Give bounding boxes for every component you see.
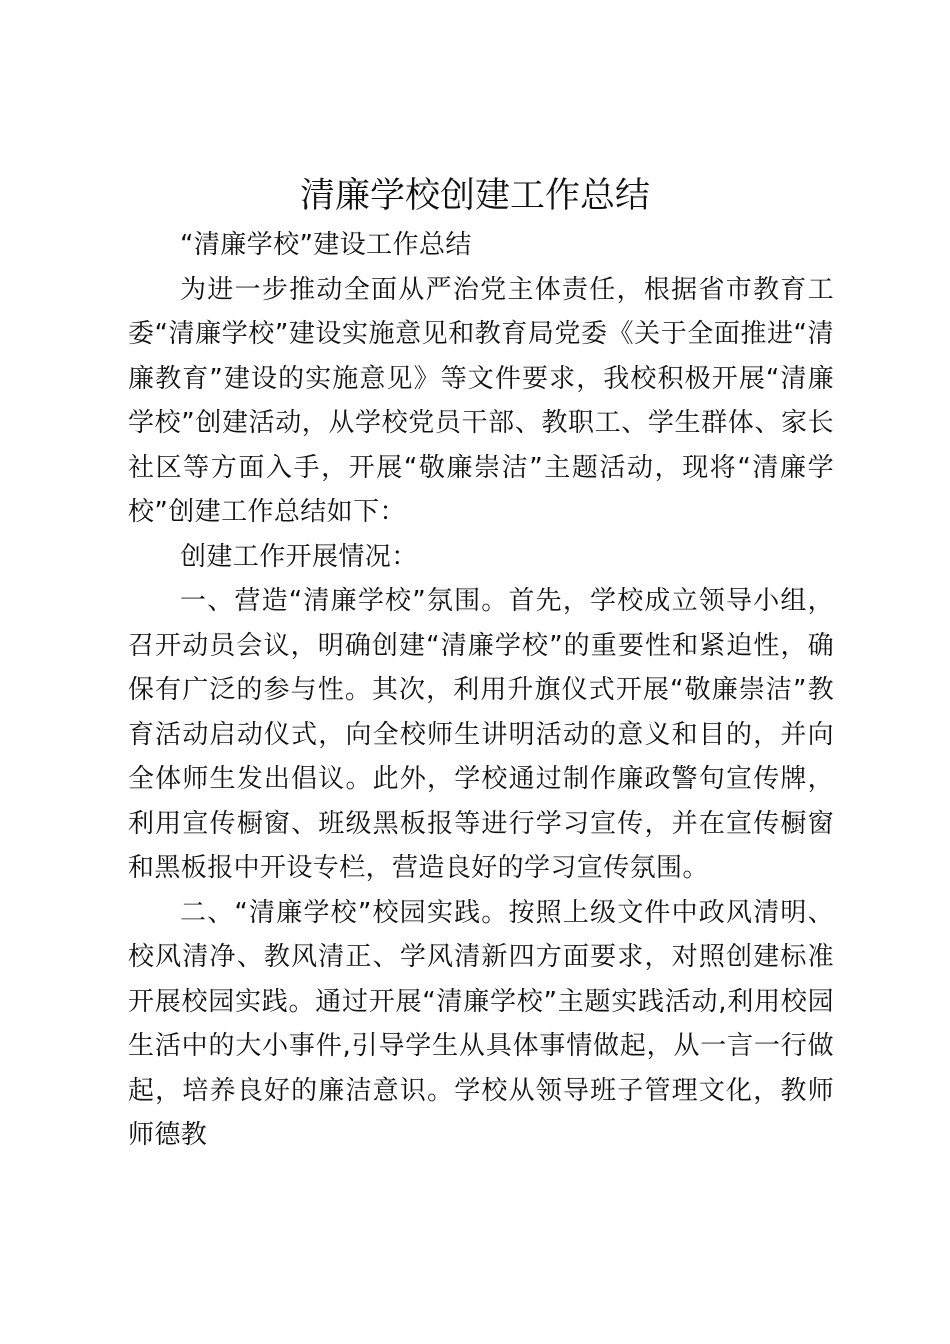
paragraph-subtitle: “清廉学校”建设工作总结 xyxy=(180,230,472,260)
paragraph-item-one: 一、营造“清廉学校”氛围。首先，学校成立领导小组，召开动员会议，明确创建“清廉学校”的重要性和紧迫性，确保有广泛的参与性。其次，利用升旗仪式开展“敬廉崇洁”教育活动启动仪式，向全校师生讲明活动的意义和目的，并向全体师生发出倡议。此外，学校通过制作廉政警句宣传牌，利用宣传橱窗、班级黑板报等进行学习宣传，并在宣传橱窗和黑板报中开设专栏，营造良好的学习宣传氛围。 xyxy=(128,586,834,883)
paragraph-intro: 为进一步推动全面从严治党主体责任，根据省市教育工委“清廉学校”建设实施意见和教育局党委《关于全面推进“清廉教育”建设的实施意见》等文件要求，我校积极开展“清廉学校”创建活动，从学校党员干部、教职工、学生群体、家长社区等方面入手，开展“敬廉崇洁”主题活动，现将“清廉学校”创建工作总结如下： xyxy=(128,274,834,527)
paragraph-item-two: 二、“清廉学校”校园实践。按照上级文件中政风清明、校风清净、教风清正、学风清新四方面要求，对照创建标准开展校园实践。通过开展“清廉学校”主题实践活动,利用校园生活中的大小事件,引导学生从具体事情做起，从一言一行做起，培养良好的廉洁意识。学校从领导班子管理文化，教师师德教 xyxy=(128,897,834,1150)
document-title: 清廉学校创建工作总结 xyxy=(299,176,650,216)
paragraph-section-heading: 创建工作开展情况： xyxy=(180,541,418,572)
document-body xyxy=(128,223,834,1158)
